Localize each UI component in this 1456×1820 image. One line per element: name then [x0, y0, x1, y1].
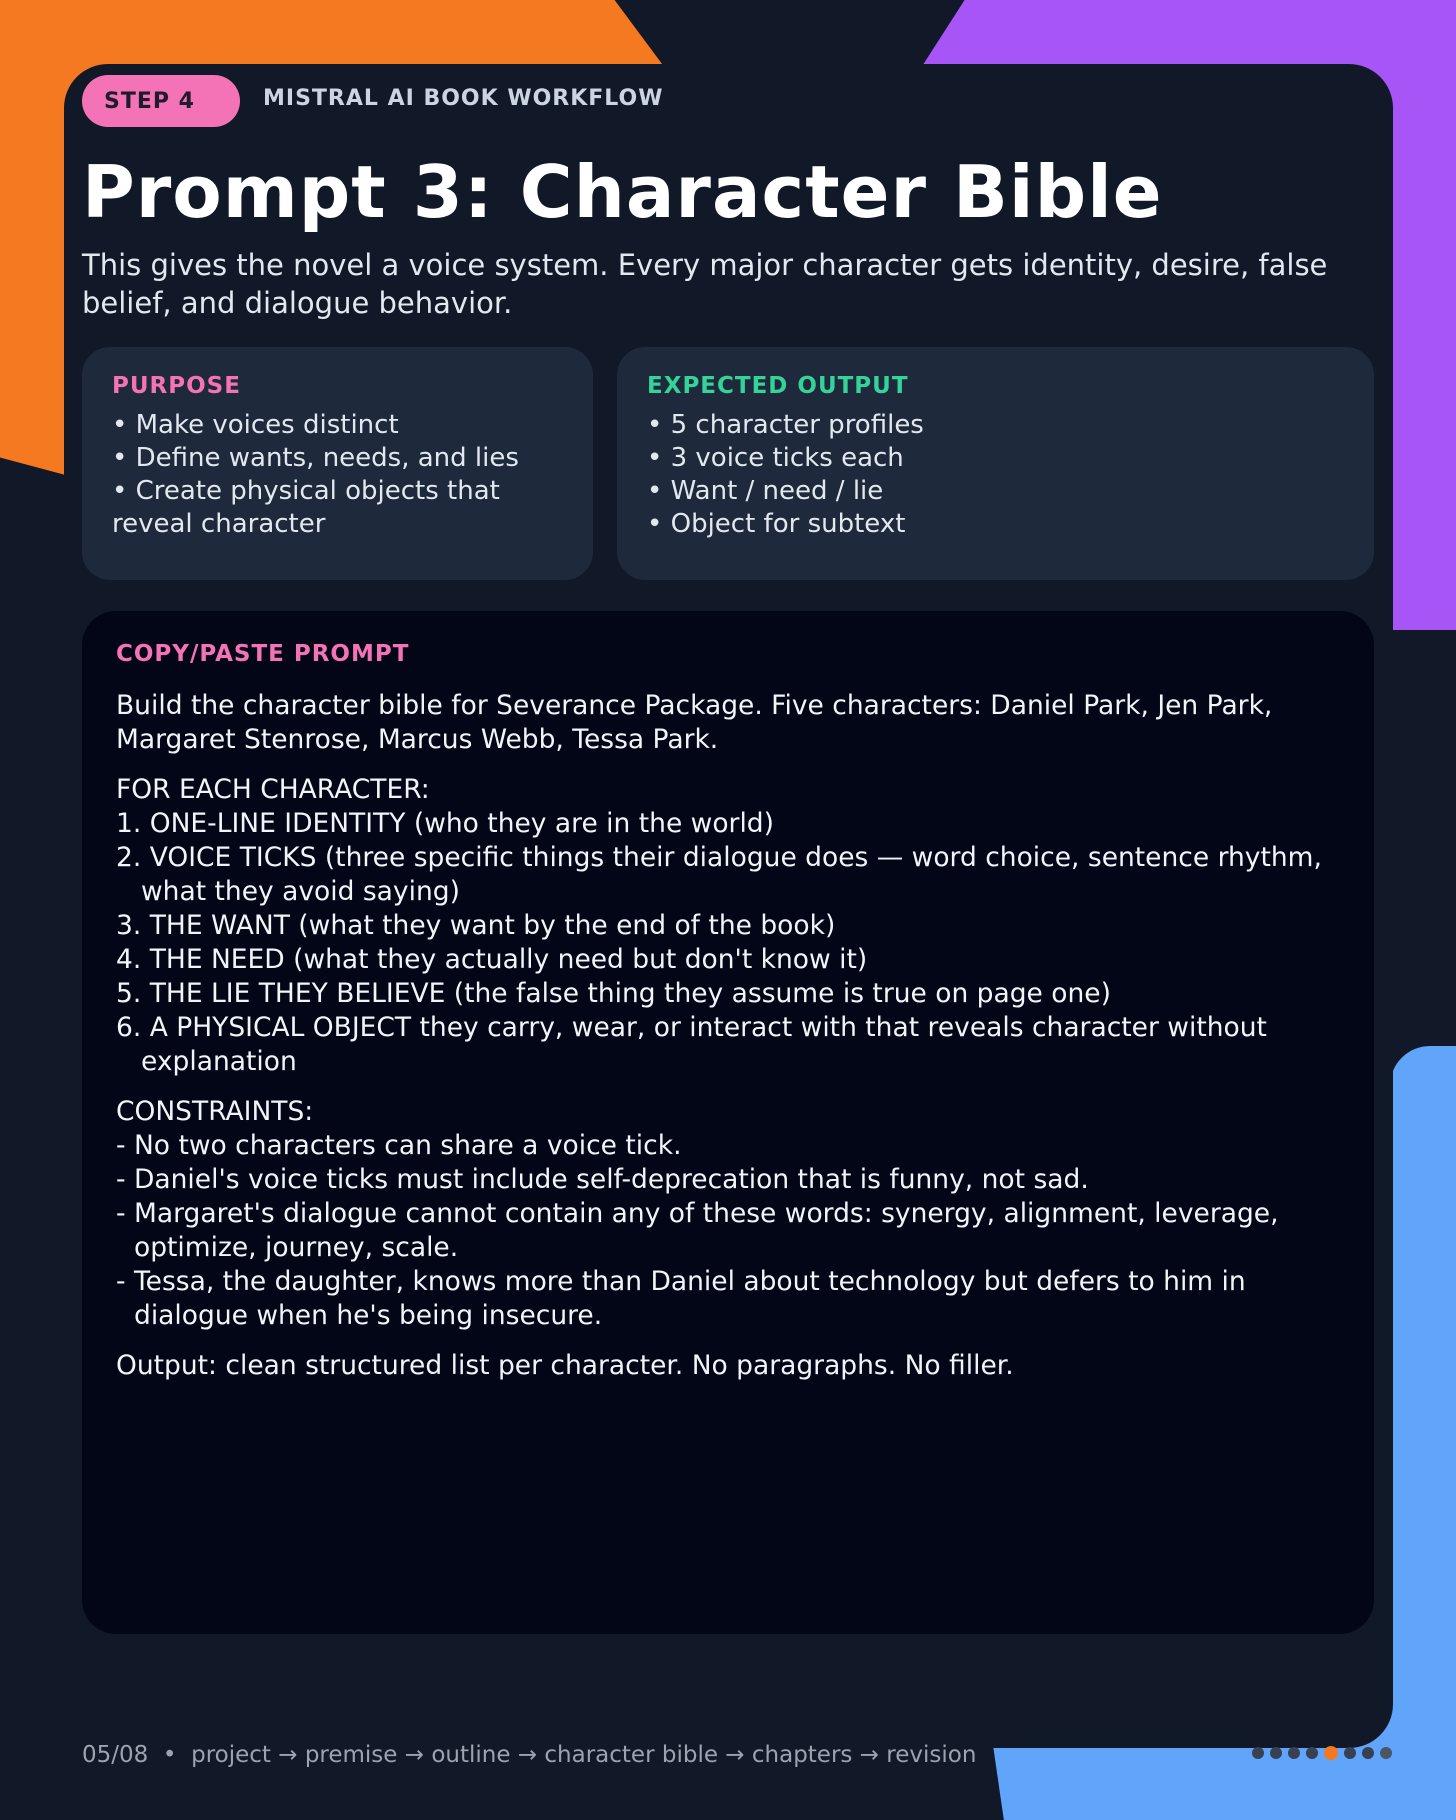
list-item: • 3 voice ticks each [647, 442, 1344, 475]
workflow-label: MISTRAL AI BOOK WORKFLOW [263, 86, 664, 111]
constraint-item: - Margaret's dialogue cannot contain any of these words: synergy, alignment, leverage, [116, 1198, 1279, 1229]
prompt-intro: Build the character bible for Severance Package. Five characters: Daniel Park, Jen Park, Margaret Stenrose, Marcus Webb, Tessa Park. [116, 690, 1273, 755]
constraint-item-continued: optimize, journey, scale. [134, 1232, 459, 1263]
list-item: • 5 character profiles [647, 409, 1344, 442]
footer-breadcrumb: 05/08 • project → premise → outline → character bible → chapters → revision [82, 1742, 977, 1768]
list-item: • Make voices distinct [112, 409, 563, 442]
purpose-card [82, 347, 593, 580]
constraint-item: - No two characters can share a voice tick. [116, 1130, 682, 1161]
page-dot [1306, 1747, 1318, 1759]
constraint-item: - Daniel's voice ticks must include self-deprecation that is funny, not sad. [116, 1164, 1089, 1195]
prompt-step: 1. ONE-LINE IDENTITY (who they are in the world) [116, 808, 774, 839]
list-item: • Define wants, needs, and lies [112, 442, 563, 475]
prompt-step: 2. VOICE TICKS (three specific things their dialogue does — word choice, sentence rhythm, [116, 842, 1322, 873]
prompt-output-line: Output: clean structured list per character. No paragraphs. No filler. [116, 1350, 1014, 1381]
purpose-list [112, 409, 563, 541]
prompt-steps [116, 773, 1340, 1079]
page-dot-active [1324, 1746, 1338, 1760]
list-item: • Want / need / lie [647, 475, 1344, 508]
page-dot [1380, 1747, 1392, 1759]
decor-orange-top [0, 0, 668, 72]
prompt-step: 5. THE LIE THEY BELIEVE (the false thing they assume is true on page one) [116, 978, 1111, 1009]
page-dot [1252, 1747, 1264, 1759]
page-title: Prompt 3: Character Bible [82, 150, 1163, 234]
constraint-item: - Tessa, the daughter, knows more than Daniel about technology but defers to him in [116, 1266, 1246, 1297]
prompt-step-continued: what they avoid saying) [141, 876, 460, 907]
page-dot [1362, 1747, 1374, 1759]
expected-output-card [617, 347, 1374, 580]
constraints-heading: CONSTRAINTS: [116, 1096, 314, 1127]
constraint-item-continued: dialogue when he's being insecure. [134, 1300, 603, 1331]
purpose-heading: PURPOSE [112, 373, 241, 399]
for-each-heading: FOR EACH CHARACTER: [116, 774, 430, 805]
page-dot [1270, 1747, 1282, 1759]
step-badge: STEP 4 [82, 75, 240, 127]
expected-output-list [647, 409, 1344, 541]
prompt-step: 3. THE WANT (what they want by the end of the book) [116, 910, 836, 941]
prompt-step-continued: explanation [141, 1046, 297, 1077]
prompt-step: 4. THE NEED (what they actually need but don't know it) [116, 944, 868, 975]
prompt-step: 6. A PHYSICAL OBJECT they carry, wear, or interact with that reveals character without [116, 1012, 1267, 1043]
page-indicator [1252, 1747, 1392, 1760]
page-subtitle: This gives the novel a voice system. Every major character gets identity, desire, false belief, and dialogue behavior. [82, 248, 1328, 320]
prompt-block[interactable] [82, 611, 1374, 1634]
list-item: • Create physical objects that reveal character [112, 475, 563, 541]
page-dot [1344, 1747, 1356, 1759]
prompt-heading: COPY/PASTE PROMPT [116, 641, 410, 667]
page-dot [1288, 1747, 1300, 1759]
expected-output-heading: EXPECTED OUTPUT [647, 373, 909, 399]
prompt-constraints [116, 1095, 1340, 1333]
list-item: • Object for subtext [647, 508, 1344, 541]
